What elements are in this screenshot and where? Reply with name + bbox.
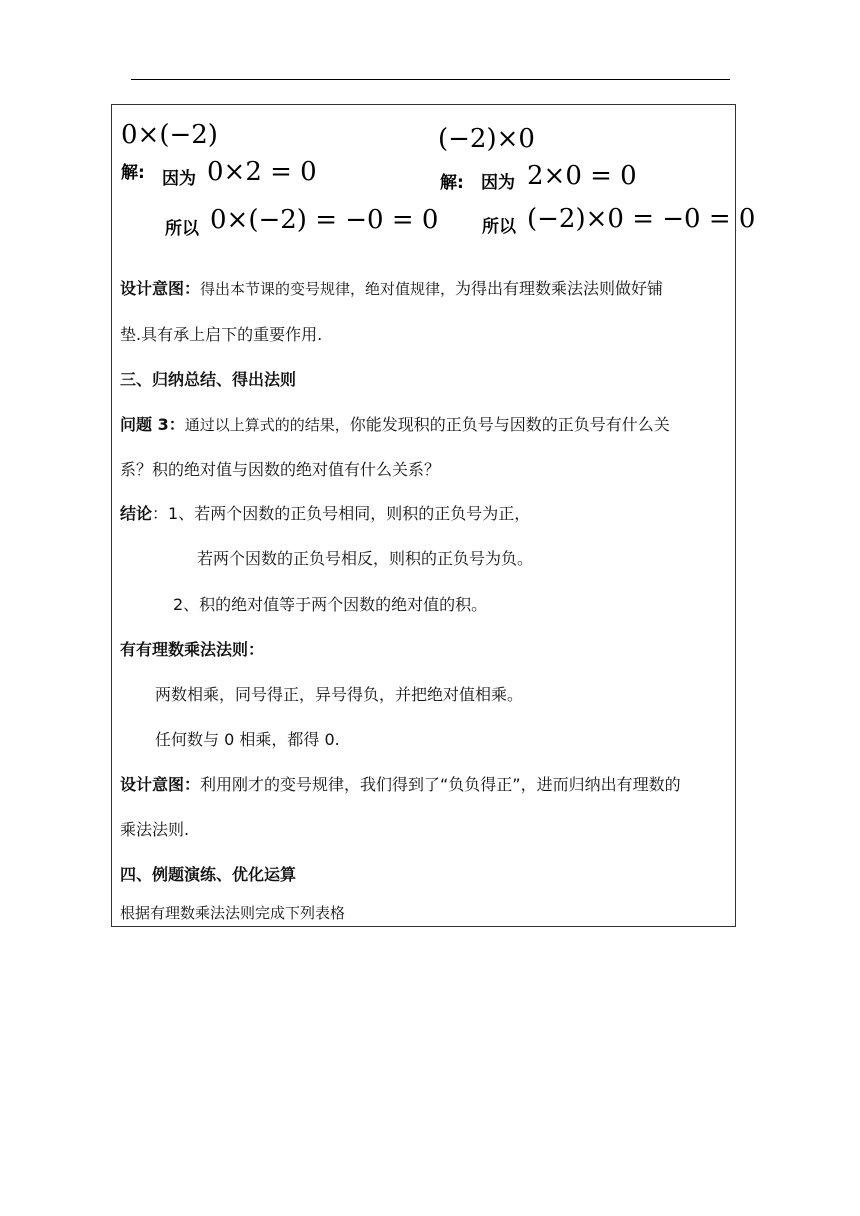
left-because-label: 因为: [162, 169, 196, 189]
left-solution-label: 解:: [121, 163, 145, 183]
question-3-label: 问题 3：: [120, 415, 185, 434]
design-intent-1-text-a: 得出本节课的变号规律，绝对值规律，: [200, 280, 456, 298]
rule-line-2: 任何数与 0 相乘，都得 0.: [155, 730, 340, 749]
design-intent-2-line-1: [120, 772, 681, 795]
rule-line-1: 两数相乘，同号得正，异号得负，并把绝对值相乘。: [155, 685, 524, 704]
right-because-expression: 2×0 = 0: [527, 161, 637, 191]
conclusion-line-2: 若两个因数的正负号相反，则积的正负号为负。: [197, 549, 534, 568]
design-intent-1-line-1: [120, 276, 663, 299]
question-3-line-1: [120, 412, 670, 435]
right-solution-label: 解:: [440, 173, 464, 193]
rule-heading: 有有理数乘法法则：: [120, 640, 265, 659]
design-intent-1-text-b: 为得出有理数乘法法则做好铺: [455, 279, 664, 298]
question-3-text-b: 你能发现积的正负号与因数的正负号有什么关: [349, 415, 670, 434]
section-4-heading: 四、例题演练、优化运算: [120, 865, 297, 884]
conclusion-line-3: 2、积的绝对值等于两个因数的绝对值的积。: [173, 595, 488, 614]
design-intent-2-label: 设计意图：: [120, 775, 201, 794]
design-intent-2-line-2: 乘法法则.: [120, 820, 190, 839]
right-therefore-label: 所以: [482, 217, 516, 237]
question-3-line-2: 系？积的绝对值与因数的绝对值有什么关系？: [120, 460, 441, 479]
design-intent-2-text-a: 利用刚才的变号规律，我们得到了“负负得正”，进而归纳出有理数的: [200, 775, 681, 794]
design-intent-1-line-2: 垫.具有承上启下的重要作用.: [120, 325, 323, 344]
header-rule: [131, 79, 730, 80]
conclusion-label: 结论: [120, 504, 153, 523]
conclusion-line-1: [120, 501, 530, 524]
section-3-heading: 三、归纳总结、得出法则: [120, 370, 297, 389]
right-because-label: 因为: [481, 173, 515, 193]
left-therefore-expression: 0×(−2) = −0 = 0: [210, 205, 439, 235]
table-instruction: 根据有理数乘法法则完成下列表格: [120, 904, 346, 922]
left-because-expression: 0×2 = 0: [207, 157, 317, 187]
design-intent-1-label: 设计意图：: [120, 279, 201, 298]
question-3-text-a: 通过以上算式的的结果，: [184, 416, 350, 434]
right-therefore-expression: (−2)×0 = −0 = 0: [527, 204, 756, 234]
conclusion-text-1: ：1、若两个因数的正负号相同，则积的正负号为正，: [152, 504, 531, 523]
left-example-expression: 0×(−2): [121, 120, 218, 150]
left-therefore-label: 所以: [165, 219, 199, 239]
right-example-expression: (−2)×0: [438, 124, 535, 154]
